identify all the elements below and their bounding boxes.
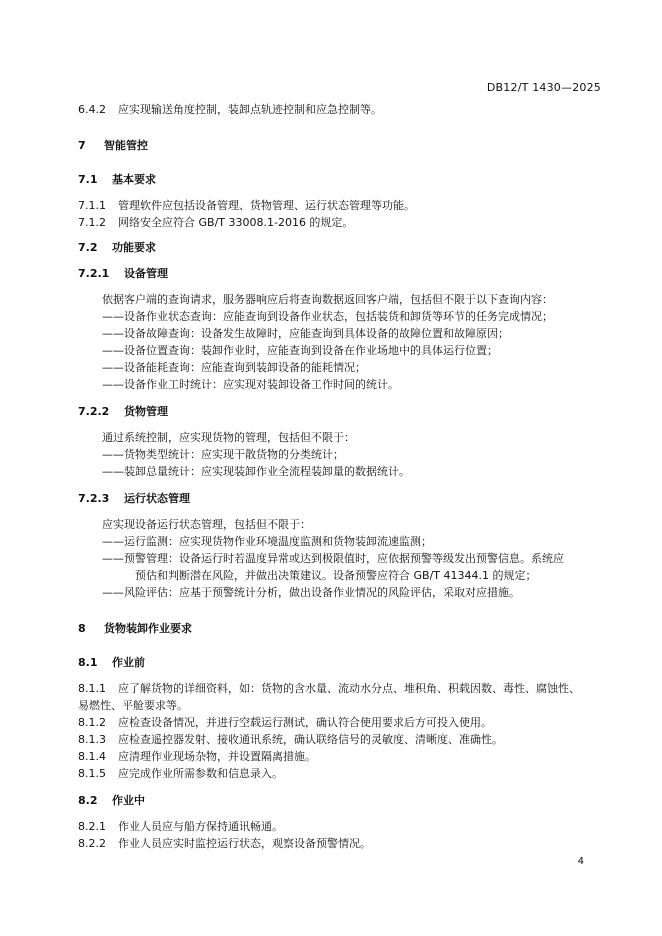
clause-text: 应检查设备情况，并进行空载运行测试，确认符合使用要求后方可投入使用。 — [118, 716, 492, 729]
list-item: ——货物类型统计：应实现干散货物的分类统计； — [102, 448, 344, 461]
clause-number: 8.1.4 — [78, 750, 106, 763]
subsubsection-number: 7.2.3 — [78, 492, 110, 505]
clause-7-1-2 — [78, 216, 353, 230]
section-title: 智能管控 — [104, 139, 148, 152]
clause-number: 8.2.1 — [78, 820, 106, 833]
list-item: ——设备作业工时统计：应实现对装卸设备工作时间的统计。 — [102, 378, 399, 391]
section-title: 货物装卸作业要求 — [104, 622, 192, 635]
clause-8-1-1 — [78, 682, 580, 696]
paragraph: 依据客户端的查询请求，服务器响应后将查询数据返回客户端，包括但不限于以下查询内容： — [102, 293, 553, 306]
paragraph: 通过系统控制，应实现货物的管理，包括但不限于： — [102, 431, 355, 444]
list-item: ——运行监测：应实现货物作业环境温度监测和货物装卸流速监测； — [102, 535, 432, 548]
section-heading-8 — [78, 622, 192, 636]
clause-7-1-1 — [78, 199, 415, 213]
section-heading-7 — [78, 139, 148, 153]
clause-8-2-2 — [78, 837, 371, 851]
page-number: 4 — [577, 856, 584, 867]
clause-8-1-5 — [78, 767, 283, 781]
clause-8-1-4 — [78, 750, 316, 764]
clause-number: 8.1.2 — [78, 716, 106, 729]
subsubsection-heading-7-2-2 — [78, 405, 168, 419]
clause-8-1-2 — [78, 716, 492, 730]
subsection-number: 8.1 — [78, 656, 98, 669]
clause-continuation: 易燃性、平舱要求等。 — [78, 699, 188, 712]
clause-text: 作业人员应与船方保持通讯畅通。 — [118, 820, 283, 833]
list-item: ——风险评估：应基于预警统计分析，做出设备作业情况的风险评估，采取对应措施。 — [102, 586, 520, 599]
clause-number: 6.4.2 — [78, 103, 106, 116]
clause-8-2-1 — [78, 820, 283, 834]
subsubsection-title: 设备管理 — [124, 267, 168, 280]
subsection-heading-7-2 — [78, 241, 156, 255]
list-item: ——设备位置查询：装卸作业时，应能查询到设备在作业场地中的具体运行位置； — [102, 344, 498, 357]
subsection-title: 功能要求 — [112, 241, 156, 254]
list-item-continuation: 预估和判断潜在风险，并做出决策建议。设备预警应符合 GB/T 41344.1 的规定； — [135, 569, 537, 582]
list-item: ——装卸总量统计：应实现装卸作业全流程装卸量的数据统计。 — [102, 465, 410, 478]
list-item: ——设备作业状态查询：应能查询到设备作业状态，包括装货和卸货等环节的任务完成情况； — [102, 310, 553, 323]
clause-number: 7.1.2 — [78, 216, 106, 229]
section-number: 7 — [78, 139, 86, 152]
subsection-number: 7.1 — [78, 173, 98, 186]
clause-text: 作业人员应实时监控运行状态，观察设备预警情况。 — [118, 837, 371, 850]
clause-6-4-2 — [78, 103, 382, 117]
subsection-number: 8.2 — [78, 794, 98, 807]
clause-text: 应了解货物的详细资料，如：货物的含水量、流动水分点、堆积角、积载因数、毒性、腐蚀性、 — [118, 682, 580, 695]
subsection-title: 作业中 — [112, 794, 145, 807]
list-item: ——设备能耗查询：应能查询到装卸设备的能耗情况； — [102, 361, 366, 374]
clause-number: 7.1.1 — [78, 199, 106, 212]
subsubsection-number: 7.2.1 — [78, 267, 110, 280]
subsubsection-heading-7-2-3 — [78, 492, 190, 506]
clause-text: 网络安全应符合 GB/T 33008.1-2016 的规定。 — [118, 216, 354, 229]
subsection-title: 作业前 — [112, 656, 145, 669]
clause-number: 8.1.5 — [78, 767, 106, 780]
clause-text: 应完成作业所需参数和信息录入。 — [118, 767, 283, 780]
list-item: ——设备故障查询：设备发生故障时，应能查询到具体设备的故障位置和故障原因； — [102, 327, 509, 340]
clause-text: 应实现输送角度控制，装卸点轨迹控制和应急控制等。 — [118, 103, 382, 116]
clause-text: 管理软件应包括设备管理、货物管理、运行状态管理等功能。 — [118, 199, 415, 212]
subsection-heading-8-2 — [78, 794, 145, 808]
subsection-title: 基本要求 — [112, 173, 156, 186]
subsection-number: 7.2 — [78, 241, 98, 254]
subsection-heading-7-1 — [78, 173, 156, 187]
subsubsection-heading-7-2-1 — [78, 267, 168, 281]
clause-text: 应检查遥控器发射、接收通讯系统，确认联络信号的灵敏度、清晰度、准确性。 — [118, 733, 503, 746]
subsubsection-number: 7.2.2 — [78, 405, 110, 418]
section-number: 8 — [78, 622, 86, 635]
clause-text: 应清理作业现场杂物，并设置隔离措施。 — [118, 750, 316, 763]
subsection-heading-8-1 — [78, 656, 145, 670]
subsubsection-title: 运行状态管理 — [124, 492, 190, 505]
clause-number: 8.1.1 — [78, 682, 106, 695]
list-item: ——预警管理：设备运行时若温度异常或达到极限值时，应依据预警等级发出预警信息。系统应 — [102, 552, 564, 565]
clause-number: 8.2.2 — [78, 837, 106, 850]
clause-number: 8.1.3 — [78, 733, 106, 746]
clause-8-1-3 — [78, 733, 503, 747]
doc-code-header: DB12/T 1430—2025 — [486, 81, 601, 94]
subsubsection-title: 货物管理 — [124, 405, 168, 418]
paragraph: 应实现设备运行状态管理，包括但不限于： — [102, 518, 311, 531]
